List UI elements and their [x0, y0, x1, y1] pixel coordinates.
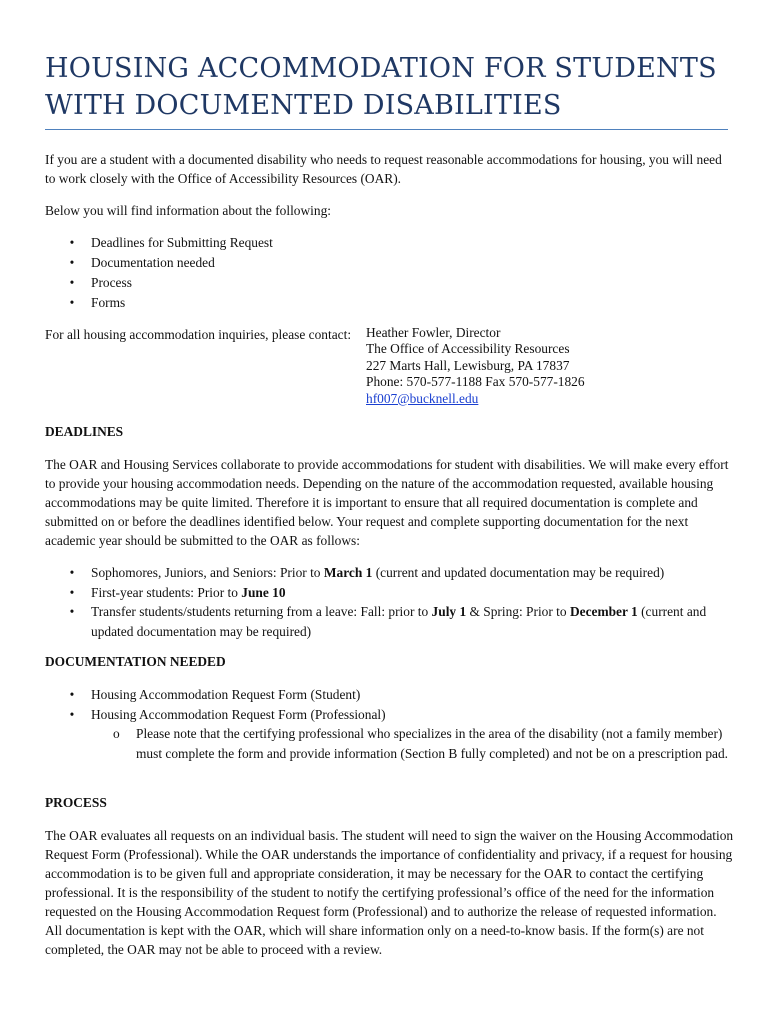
title-line-2: WITH DOCUMENTED DISABILITIES: [45, 90, 562, 121]
bullet-icon: •: [69, 706, 75, 722]
bullet-icon: •: [69, 584, 75, 600]
list-item: • Documentation needed: [45, 253, 735, 273]
list-item: o Please note that the certifying professional who specializes in the area of the disability (not a family member) must complete the form and provide information (Section B fully completed) and not be on a prescription pad.: [113, 726, 729, 761]
process-paragraph: The OAR evaluates all requests on an individual basis. The student will need to sign the waiver on the Housing Accommodation Request Form (Professional). While the OAR understands the importance of confidentiality and privacy, if a request for housing accommodation is to be given full and appropriate consideration, it may be necessary for the OAR to contact the certifying professional. It is the responsibility of the student to notify the certifying professional’s office of the need for the information requested on the Housing Accommodation Request form (Professional) and to authorize the release of requested information. All documentation is kept with the OAR, which will share information only on a need-to-know basis. If the form(s) are not completed, the OAR may not be able to proceed with a review.: [45, 828, 734, 957]
bullet-icon: •: [69, 235, 75, 250]
documentation-sublist: [91, 724, 735, 763]
bullet-icon: •: [69, 687, 75, 702]
bullet-icon: •: [69, 295, 75, 310]
title-line-1: HOUSING ACCOMMODATION FOR STUDENTS: [45, 53, 717, 84]
deadlines-list: [45, 563, 735, 641]
intro-paragraph: If you are a student with a documented disability who needs to request reasonable accommodations for housing, you will need to work closely with the Office of Accessibility Resources (OAR).: [45, 152, 722, 186]
topics-list: [45, 233, 735, 313]
list-item: • Process: [45, 273, 735, 293]
below-intro-text: Below you will find information about the following:: [45, 203, 332, 218]
contact-office: The Office of Accessibility Resources: [366, 341, 570, 357]
bullet-icon: •: [69, 604, 75, 619]
list-item: • Housing Accommodation Request Form (Student): [45, 685, 735, 705]
title-divider: [45, 129, 728, 130]
contact-name: Heather Fowler, Director: [366, 325, 501, 340]
list-item: • First-year students: Prior to June 10: [45, 583, 735, 603]
contact-address-block: [366, 325, 585, 407]
list-item: • Deadlines for Submitting Request: [45, 233, 735, 253]
list-item: • Housing Accommodation Request Form (Professional) o Please note that the certifying professional who specializes in the area of the disability (not a family member) must complete the form and provide information (Section B fully completed) and not be on a prescription pad.: [45, 705, 735, 764]
deadlines-heading: DEADLINES: [45, 424, 124, 439]
deadlines-paragraph: The OAR and Housing Services collaborate to provide accommodations for student with disabilities. We will make every effort to provide your housing accommodation needs. Depending on the nature of the accommodation requested, available housing accommodations may be quite limited. Therefore it is important to ensure that all required documentation is complete and submitted on or before the deadlines identified below. Your request and complete supporting documentation for the next academic year should be submitted to the OAR as follows:: [45, 457, 729, 548]
page-title: [45, 50, 735, 124]
bullet-icon: •: [69, 565, 75, 580]
contact-email-link[interactable]: hf007@bucknell.edu: [366, 390, 479, 406]
contact-address: 227 Marts Hall, Lewisburg, PA 17837: [366, 357, 570, 373]
list-item: • Forms: [45, 293, 735, 313]
contact-phone: Phone: 570-577-1188 Fax 570-577-1826: [366, 374, 585, 390]
bullet-icon: •: [69, 275, 75, 290]
documentation-list: [45, 685, 735, 763]
documentation-heading: DOCUMENTATION NEEDED: [45, 654, 226, 669]
contact-label: For all housing accommodation inquiries, please contact:: [45, 327, 352, 342]
bullet-icon: •: [69, 255, 75, 270]
list-item: • Sophomores, Juniors, and Seniors: Prior to March 1 (current and updated documentation may be required): [45, 563, 735, 583]
hollow-bullet-icon: o: [113, 726, 120, 741]
list-item: • Transfer students/students returning from a leave: Fall: prior to July 1 & Spring: Prior to December 1 (current and updated documentation may be required): [45, 602, 735, 641]
process-heading: PROCESS: [45, 795, 107, 810]
